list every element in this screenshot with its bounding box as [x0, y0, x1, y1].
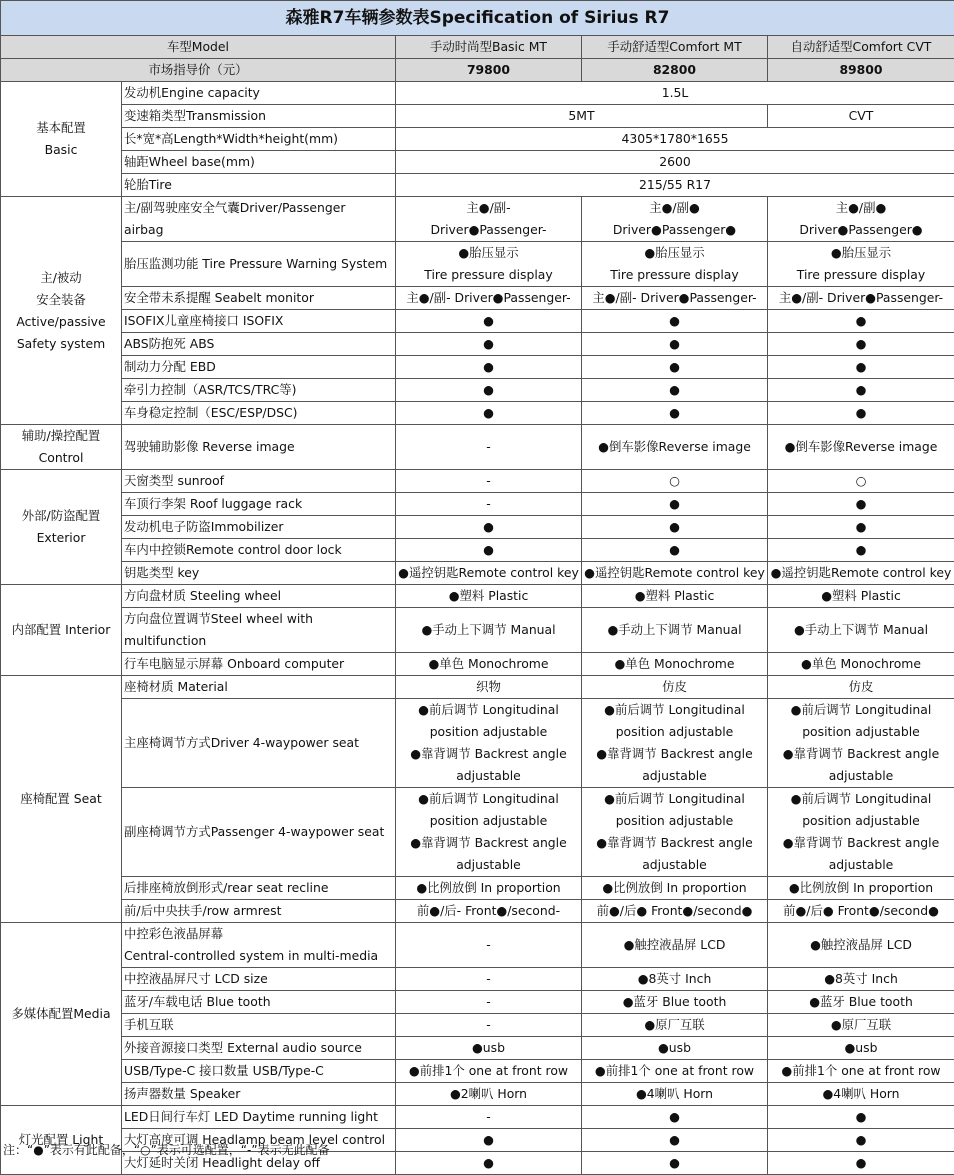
item-value: ●usb [396, 1037, 582, 1060]
item-value: 5MT [396, 105, 768, 128]
model-comfort-mt: 手动舒适型Comfort MT [582, 36, 768, 59]
item-value: ● [582, 402, 768, 425]
item-label: 外接音源接口类型 External audio source [122, 1037, 396, 1060]
value-line: 主●/副- [466, 200, 510, 215]
spec-row [1, 788, 954, 877]
item-value: 前●/后● Front●/second● [582, 900, 768, 923]
item-value [582, 788, 768, 877]
item-value: ● [768, 493, 954, 516]
item-label: 发动机Engine capacity [122, 82, 396, 105]
item-label: 大灯高度可调 Headlamp beam level control [122, 1129, 396, 1152]
legend-note: 注：“●”表示有此配备，“○”表示可选配置，“-”表示无此配备 [3, 1140, 330, 1160]
value-line: ●靠背调节 Backrest angle [783, 746, 939, 761]
value-line: ●前后调节 Longitudinal [604, 791, 745, 806]
spec-row [1, 128, 954, 151]
spec-row [1, 1106, 954, 1129]
price-basic-mt: 79800 [396, 59, 582, 82]
item-value: ● [582, 356, 768, 379]
item-value: 2600 [396, 151, 954, 174]
category-label: Control [39, 450, 84, 465]
item-value: - [396, 470, 582, 493]
item-label: 车顶行李架 Roof luggage rack [122, 493, 396, 516]
item-value: ○ [582, 470, 768, 493]
item-value: ●比例放倒 In proportion [396, 877, 582, 900]
category-label: 基本配置 [36, 120, 86, 135]
value-line: Driver●Passenger● [799, 222, 922, 237]
spec-row [1, 585, 954, 608]
item-value: ● [582, 493, 768, 516]
item-label: 变速箱类型Transmission [122, 105, 396, 128]
item-value: ●触控液晶屏 LCD [582, 923, 768, 968]
value-line: ●前后调节 Longitudinal [418, 702, 559, 717]
item-label: 副座椅调节方式Passenger 4-waypower seat [122, 788, 396, 877]
item-value: ●遥控钥匙Remote control key [768, 562, 954, 585]
spec-row [1, 105, 954, 128]
item-value: ● [768, 516, 954, 539]
item-value: ●usb [768, 1037, 954, 1060]
item-value: ● [396, 1152, 582, 1175]
item-label-line: Central-controlled system in multi-media [124, 948, 378, 963]
item-value [582, 242, 768, 287]
spec-row [1, 379, 954, 402]
spec-row [1, 197, 954, 242]
item-label: 胎压监测功能 Tire Pressure Warning System [122, 242, 396, 287]
item-label: 座椅材质 Material [122, 676, 396, 699]
item-value: - [396, 1106, 582, 1129]
item-label: LED日间行车灯 LED Daytime running light [122, 1106, 396, 1129]
item-label-line: multifunction [124, 633, 206, 648]
item-value: ●前排1个 one at front row [768, 1060, 954, 1083]
spec-row [1, 493, 954, 516]
item-label: 长*宽*高Length*Width*height(mm) [122, 128, 396, 151]
value-line: adjustable [456, 768, 521, 783]
category-label: Basic [45, 142, 78, 157]
item-label-line: airbag [124, 222, 163, 237]
item-value: ●4喇叭 Horn [582, 1083, 768, 1106]
spec-row [1, 1060, 954, 1083]
item-value: ●蓝牙 Blue tooth [768, 991, 954, 1014]
category-safety [1, 197, 122, 425]
value-line: adjustable [642, 768, 707, 783]
spec-row [1, 676, 954, 699]
item-label: 钥匙类型 key [122, 562, 396, 585]
item-label: USB/Type-C 接口数量 USB/Type-C [122, 1060, 396, 1083]
item-label: 车身稳定控制（ESC/ESP/DSC) [122, 402, 396, 425]
value-line: ●前后调节 Longitudinal [791, 791, 932, 806]
item-value [768, 699, 954, 788]
model-basic-mt: 手动时尚型Basic MT [396, 36, 582, 59]
item-value: - [396, 923, 582, 968]
category-control [1, 425, 122, 470]
category-label: 外部/防盗配置 [22, 508, 101, 523]
item-value: ●前排1个 one at front row [582, 1060, 768, 1083]
value-line: ●前后调节 Longitudinal [418, 791, 559, 806]
value-line: ●靠背调节 Backrest angle [410, 746, 566, 761]
item-value: ●倒车影像Reverse image [768, 425, 954, 470]
item-value [396, 197, 582, 242]
item-value [582, 699, 768, 788]
item-label: 蓝牙/车载电话 Blue tooth [122, 991, 396, 1014]
category-media: 多媒体配置Media [1, 923, 122, 1106]
item-label: 驾驶辅助影像 Reverse image [122, 425, 396, 470]
spec-row [1, 1083, 954, 1106]
item-value: ●单色 Monochrome [768, 653, 954, 676]
item-value: ● [582, 1106, 768, 1129]
item-value: ● [396, 1129, 582, 1152]
item-value: ●手动上下调节 Manual [396, 608, 582, 653]
item-value: 1.5L [396, 82, 954, 105]
item-value: ● [396, 310, 582, 333]
item-value [768, 242, 954, 287]
item-value [582, 197, 768, 242]
item-value: ● [768, 356, 954, 379]
item-label-line: 方向盘位置调节Steel wheel with [124, 611, 313, 626]
item-value: ● [768, 539, 954, 562]
value-line: Driver●Passenger● [613, 222, 736, 237]
item-value: 主●/副- Driver●Passenger- [582, 287, 768, 310]
item-value: ● [768, 379, 954, 402]
item-value: ●原厂互联 [582, 1014, 768, 1037]
item-value: ● [582, 539, 768, 562]
value-line: ●靠背调节 Backrest angle [596, 835, 752, 850]
item-value [396, 788, 582, 877]
item-value [396, 699, 582, 788]
spec-row [1, 356, 954, 379]
item-label [122, 608, 396, 653]
value-line: ●靠背调节 Backrest angle [596, 746, 752, 761]
value-line: position adjustable [802, 724, 920, 739]
item-value: ●单色 Monochrome [582, 653, 768, 676]
category-exterior [1, 470, 122, 585]
spec-row [1, 242, 954, 287]
value-line: position adjustable [616, 813, 734, 828]
category-label: 辅助/操控配置 [22, 428, 101, 443]
value-line: adjustable [642, 857, 707, 872]
item-label: 轮胎Tire [122, 174, 396, 197]
item-value: ● [582, 1152, 768, 1175]
value-line: ●靠背调节 Backrest angle [410, 835, 566, 850]
spec-row [1, 562, 954, 585]
value-line: position adjustable [802, 813, 920, 828]
spec-row [1, 1014, 954, 1037]
item-value: ●倒车影像Reverse image [582, 425, 768, 470]
item-value: ●2喇叭 Horn [396, 1083, 582, 1106]
item-value: ● [396, 356, 582, 379]
item-value: - [396, 493, 582, 516]
category-basic [1, 82, 122, 197]
item-value: ● [582, 333, 768, 356]
item-value: ●8英寸 Inch [582, 968, 768, 991]
item-label: ISOFIX儿童座椅接口 ISOFIX [122, 310, 396, 333]
item-value: 215/55 R17 [396, 174, 954, 197]
item-value: ●比例放倒 In proportion [582, 877, 768, 900]
value-line: Driver●Passenger- [430, 222, 546, 237]
item-value: ● [396, 516, 582, 539]
category-label: 安全装备 [36, 292, 86, 307]
value-line: adjustable [829, 768, 894, 783]
sheet-title: 森雅R7车辆参数表Specification of Sirius R7 [1, 1, 954, 36]
item-value: ●手动上下调节 Manual [768, 608, 954, 653]
price-row [1, 59, 954, 82]
value-line: adjustable [829, 857, 894, 872]
value-line: adjustable [456, 857, 521, 872]
spec-row [1, 151, 954, 174]
item-label: 前/后中央扶手/row armrest [122, 900, 396, 923]
item-label: 中控液晶屏尺寸 LCD size [122, 968, 396, 991]
item-value: ● [582, 379, 768, 402]
value-line: ●前后调节 Longitudinal [604, 702, 745, 717]
item-value: 织物 [396, 676, 582, 699]
value-line: ●胎压显示 [831, 245, 891, 260]
item-value: ●塑料 Plastic [768, 585, 954, 608]
item-value: - [396, 991, 582, 1014]
item-value: ● [582, 1129, 768, 1152]
item-value: ● [768, 310, 954, 333]
item-value: ●比例放倒 In proportion [768, 877, 954, 900]
item-value: ● [768, 1129, 954, 1152]
spec-row [1, 539, 954, 562]
item-value: ●塑料 Plastic [396, 585, 582, 608]
item-value: ● [582, 516, 768, 539]
category-label: Exterior [37, 530, 86, 545]
spec-row [1, 608, 954, 653]
item-value: 主●/副- Driver●Passenger- [396, 287, 582, 310]
item-value: ● [396, 402, 582, 425]
item-label: 安全带未系提醒 Seabelt monitor [122, 287, 396, 310]
item-value [768, 197, 954, 242]
value-line: ●前后调节 Longitudinal [791, 702, 932, 717]
item-value: CVT [768, 105, 954, 128]
spec-row [1, 699, 954, 788]
spec-row [1, 923, 954, 968]
value-line: Tire pressure display [424, 267, 552, 282]
category-seat: 座椅配置 Seat [1, 676, 122, 923]
price-comfort-mt: 82800 [582, 59, 768, 82]
item-label: 轴距Wheel base(mm) [122, 151, 396, 174]
spec-row [1, 968, 954, 991]
item-value: ●蓝牙 Blue tooth [582, 991, 768, 1014]
item-value: 主●/副- Driver●Passenger- [768, 287, 954, 310]
value-line: 主●/副● [649, 200, 700, 215]
spec-row [1, 402, 954, 425]
model-label: 车型Model [1, 36, 396, 59]
spec-row [1, 877, 954, 900]
item-value: ●原厂互联 [768, 1014, 954, 1037]
spec-row [1, 287, 954, 310]
item-label: 主座椅调节方式Driver 4-waypower seat [122, 699, 396, 788]
item-value: ●触控液晶屏 LCD [768, 923, 954, 968]
category-light: 灯光配置 Light [1, 1106, 122, 1175]
item-value: 前●/后- Front●/second- [396, 900, 582, 923]
item-value: ●前排1个 one at front row [396, 1060, 582, 1083]
value-line: position adjustable [616, 724, 734, 739]
category-label: Safety system [17, 336, 105, 351]
value-line: ●胎压显示 [644, 245, 704, 260]
spec-row [1, 470, 954, 493]
item-value [768, 788, 954, 877]
price-comfort-cvt: 89800 [768, 59, 954, 82]
item-value: ●usb [582, 1037, 768, 1060]
item-label: 天窗类型 sunroof [122, 470, 396, 493]
item-label: 大灯延时关闭 Headlight delay off [122, 1152, 396, 1175]
price-label: 市场指导价（元） [1, 59, 396, 82]
item-value: ●遥控钥匙Remote control key [582, 562, 768, 585]
item-value: ● [396, 539, 582, 562]
item-label: 牵引力控制（ASR/TCS/TRC等) [122, 379, 396, 402]
item-value [396, 242, 582, 287]
item-label [122, 923, 396, 968]
item-value: ●单色 Monochrome [396, 653, 582, 676]
spec-row [1, 333, 954, 356]
value-line: ●胎压显示 [458, 245, 518, 260]
value-line: 主●/副● [836, 200, 887, 215]
item-value: ● [768, 402, 954, 425]
item-label: 后排座椅放倒形式/rear seat recline [122, 877, 396, 900]
item-value: ●4喇叭 Horn [768, 1083, 954, 1106]
item-label: 扬声器数量 Speaker [122, 1083, 396, 1106]
item-value: - [396, 1014, 582, 1037]
spec-row [1, 653, 954, 676]
item-value: ● [582, 310, 768, 333]
spec-row [1, 900, 954, 923]
spec-row [1, 174, 954, 197]
value-line: position adjustable [430, 813, 548, 828]
item-label [122, 197, 396, 242]
item-value: 4305*1780*1655 [396, 128, 954, 151]
value-line: position adjustable [430, 724, 548, 739]
value-line: ●靠背调节 Backrest angle [783, 835, 939, 850]
item-value: ● [768, 1106, 954, 1129]
value-line: Tire pressure display [797, 267, 925, 282]
item-value: - [396, 425, 582, 470]
item-value: ○ [768, 470, 954, 493]
item-value: ● [396, 379, 582, 402]
category-label: Active/passive [16, 314, 105, 329]
category-interior: 内部配置 Interior [1, 585, 122, 676]
spec-row [1, 991, 954, 1014]
item-value: ● [768, 333, 954, 356]
item-value: 前●/后● Front●/second● [768, 900, 954, 923]
model-comfort-cvt: 自动舒适型Comfort CVT [768, 36, 954, 59]
item-label-line: 中控彩色液晶屏幕 [124, 926, 223, 941]
item-value: ●8英寸 Inch [768, 968, 954, 991]
item-value: 仿皮 [768, 676, 954, 699]
category-label: 主/被动 [40, 270, 81, 285]
spec-row [1, 1037, 954, 1060]
item-value: ●手动上下调节 Manual [582, 608, 768, 653]
item-label: 制动力分配 EBD [122, 356, 396, 379]
item-label-line: 主/副驾驶座安全气囊Driver/Passenger [124, 200, 345, 215]
item-value: ●遥控钥匙Remote control key [396, 562, 582, 585]
spec-row [1, 516, 954, 539]
item-value: 仿皮 [582, 676, 768, 699]
item-value: ● [768, 1152, 954, 1175]
spec-row [1, 82, 954, 105]
value-line: Tire pressure display [610, 267, 738, 282]
item-label: 手机互联 [122, 1014, 396, 1037]
item-label: 方向盘材质 Steeling wheel [122, 585, 396, 608]
spec-row [1, 310, 954, 333]
item-value: ●塑料 Plastic [582, 585, 768, 608]
item-value: - [396, 968, 582, 991]
item-label: 车内中控锁Remote control door lock [122, 539, 396, 562]
model-header-row [1, 36, 954, 59]
item-value: ● [396, 333, 582, 356]
spec-row [1, 425, 954, 470]
item-label: 行车电脑显示屏幕 Onboard computer [122, 653, 396, 676]
item-label: ABS防抱死 ABS [122, 333, 396, 356]
item-label: 发动机电子防盗Immobilizer [122, 516, 396, 539]
